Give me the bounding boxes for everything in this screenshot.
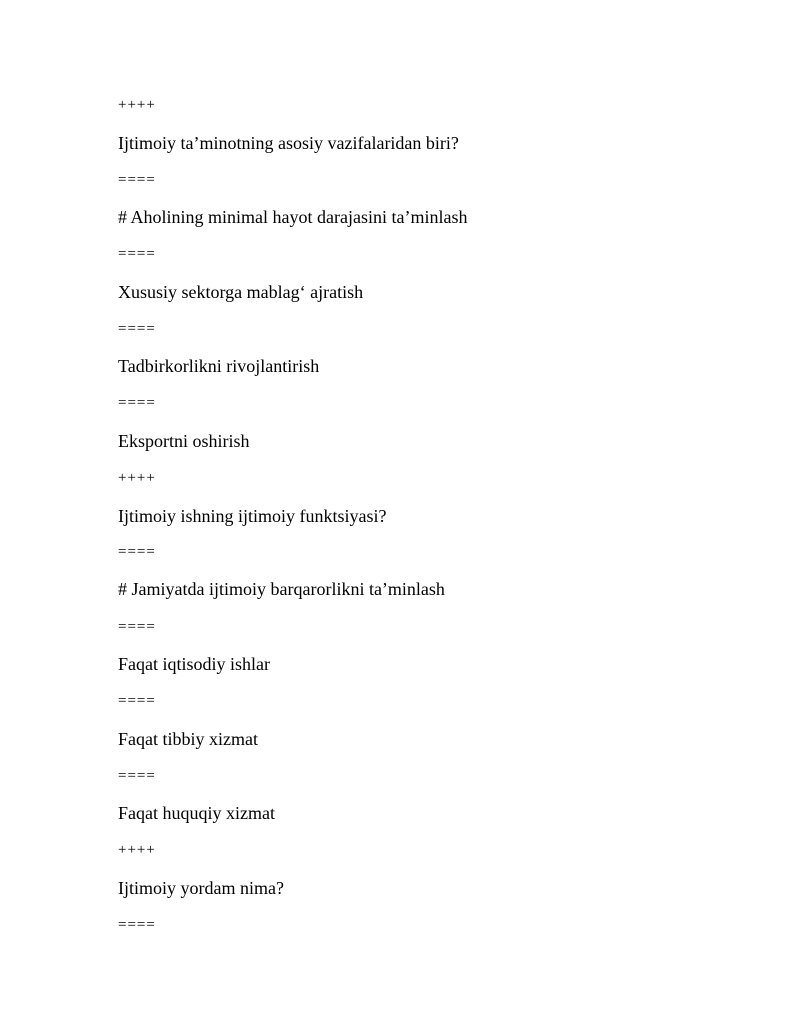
- answer-separator: ====: [118, 544, 156, 560]
- answer-separator: ====: [118, 619, 156, 635]
- answer-text: Eksportni oshirish: [118, 431, 250, 451]
- answer-separator: ====: [118, 693, 156, 709]
- answer-text: Faqat iqtisodiy ishlar: [118, 654, 270, 674]
- answer-text: Tadbirkorlikni rivojlantirish: [118, 356, 320, 376]
- correct-answer-text: # Jamiyatda ijtimoiy barqarorlikni ta’minlash: [118, 579, 445, 599]
- answer-text: Faqat tibbiy xizmat: [118, 729, 258, 749]
- answer-separator: ====: [118, 395, 156, 411]
- question-text: Ijtimoiy ta’minotning asosiy vazifalaridan biri?: [118, 133, 459, 153]
- question-text: Ijtimoiy ishning ijtimoiy funktsiyasi?: [118, 506, 387, 526]
- question-text: Ijtimoiy yordam nima?: [118, 878, 284, 898]
- answer-separator: ====: [118, 768, 156, 784]
- answer-text: Xususiy sektorga mablag‘ ajratish: [118, 282, 364, 302]
- correct-answer-text: # Aholining minimal hayot darajasini ta’minlash: [118, 207, 468, 227]
- answer-separator: ====: [118, 172, 156, 188]
- question-separator: ++++: [118, 842, 156, 858]
- question-separator: ++++: [118, 470, 156, 486]
- answer-text: Faqat huquqiy xizmat: [118, 803, 275, 823]
- answer-separator: ====: [118, 917, 156, 933]
- answer-separator: ====: [118, 321, 156, 337]
- answer-separator: ====: [118, 246, 156, 262]
- question-separator: ++++: [118, 97, 156, 113]
